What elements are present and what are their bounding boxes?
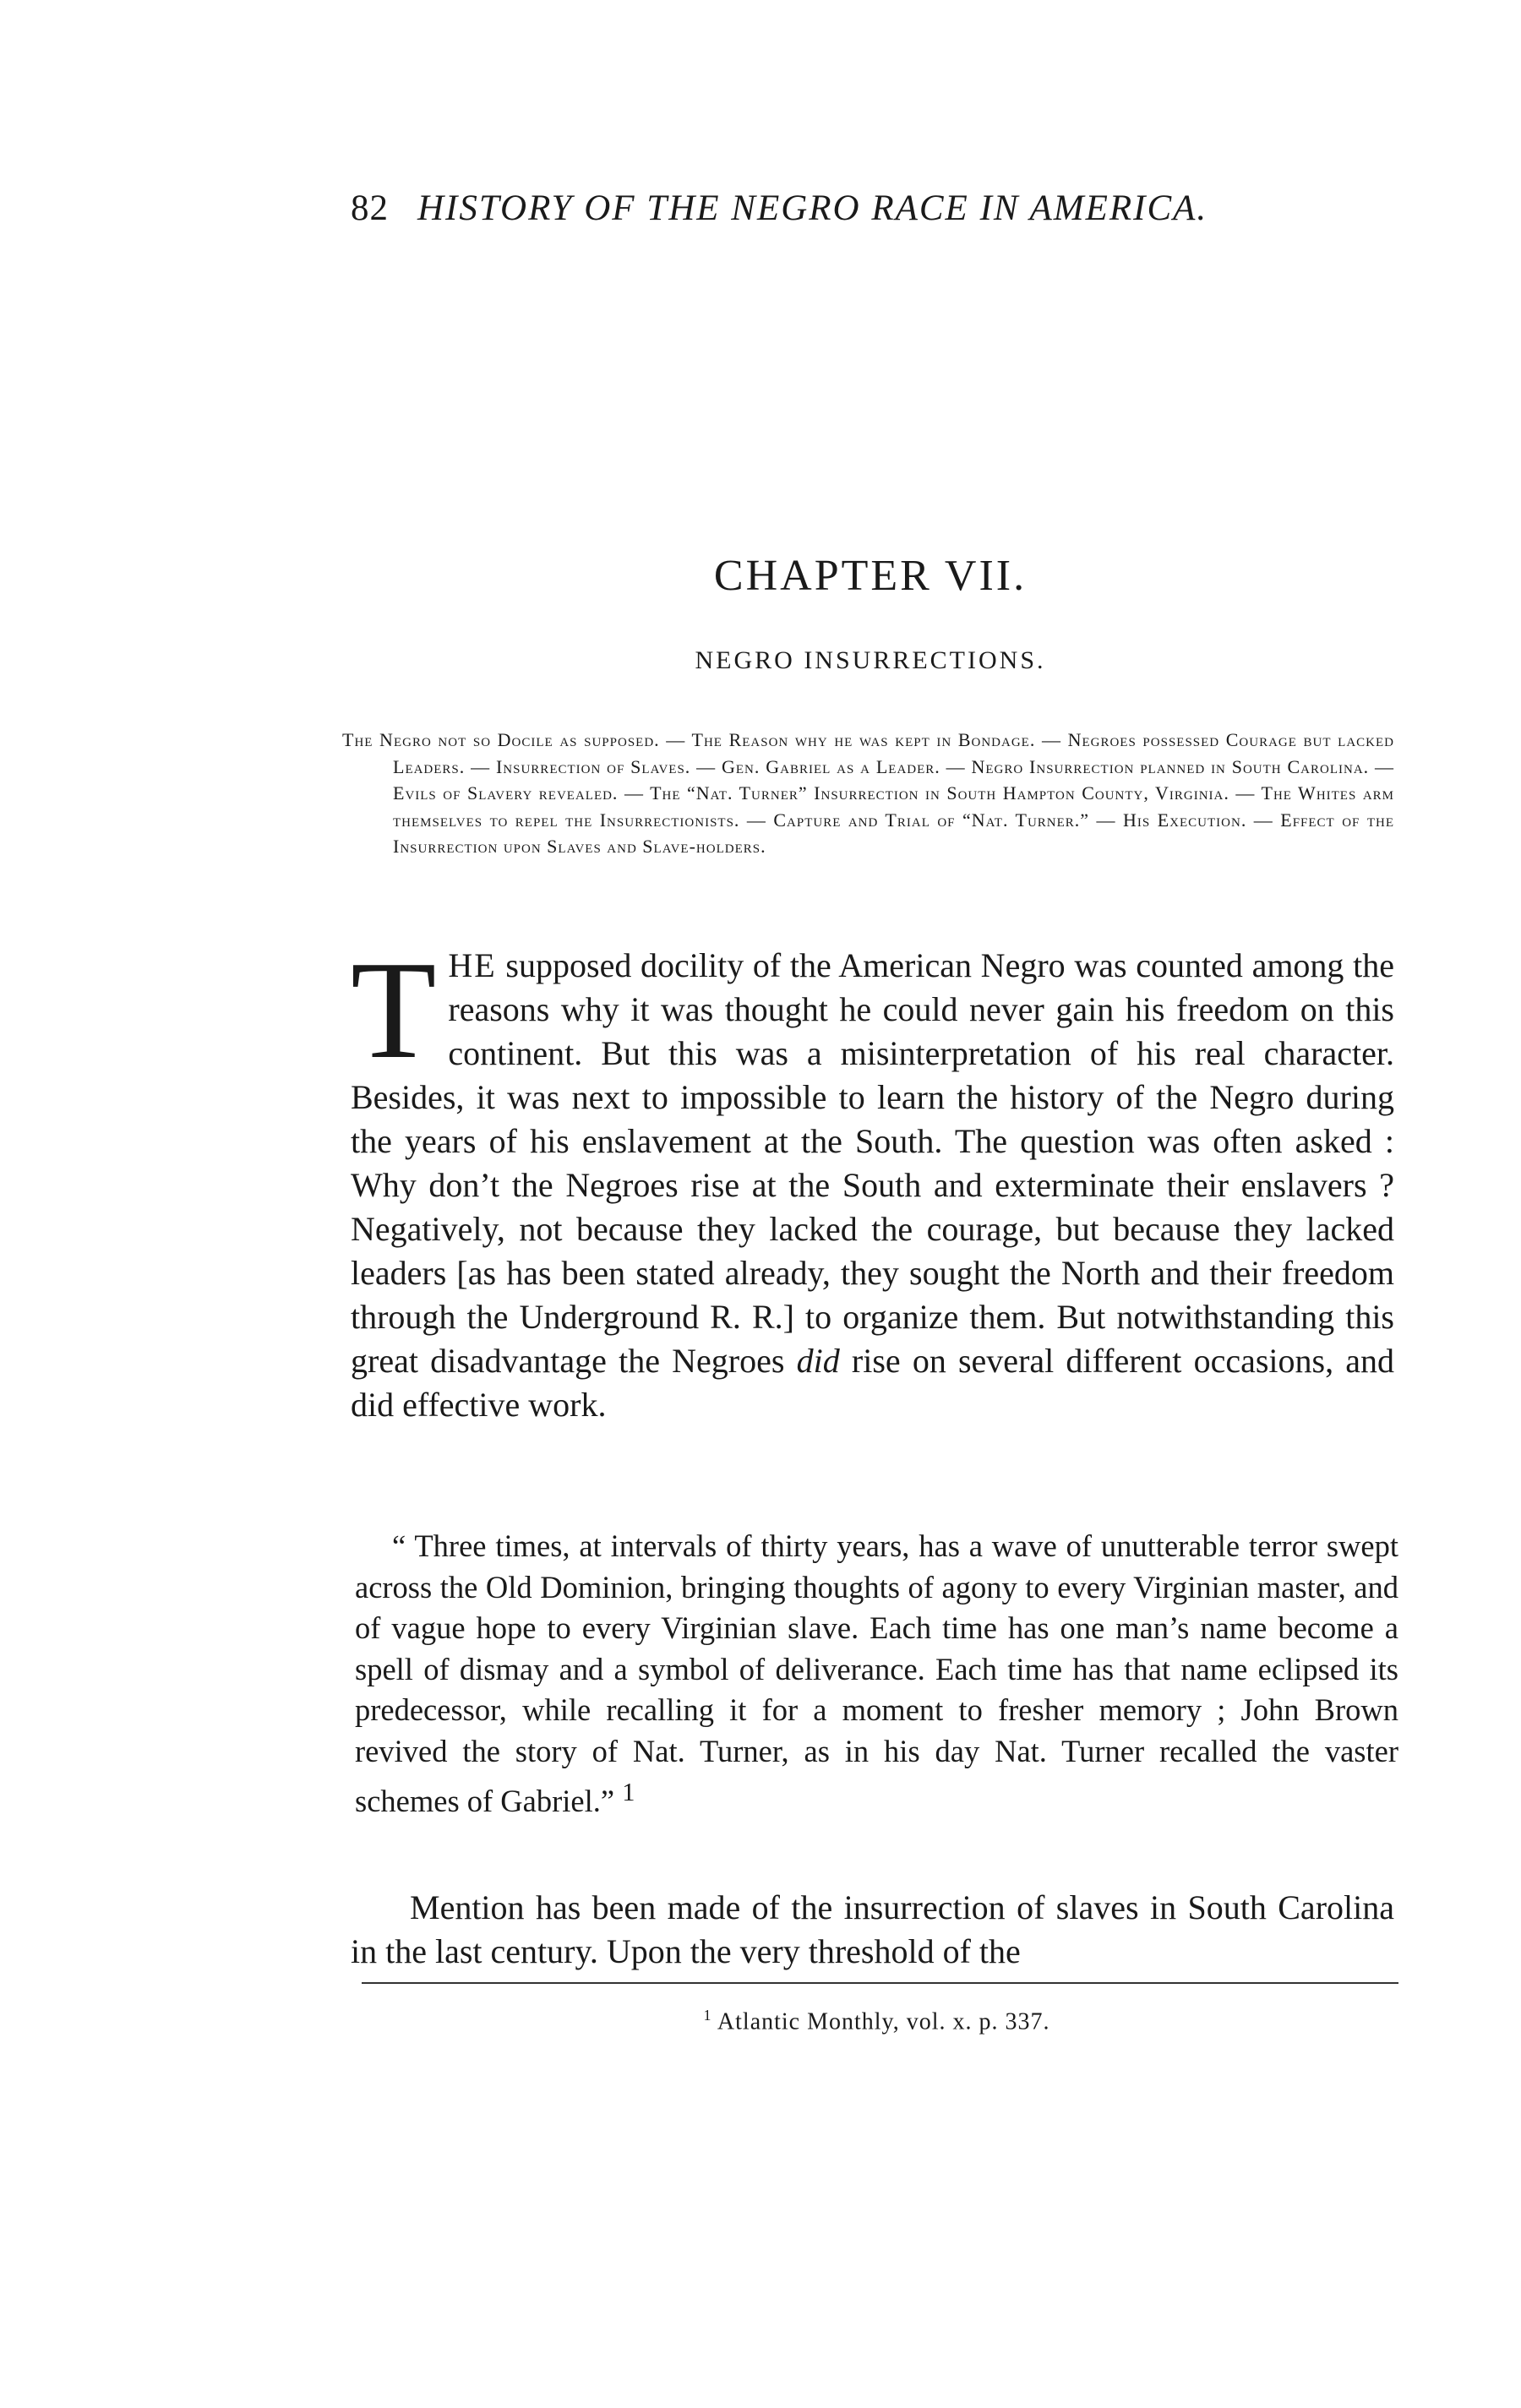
paragraph-1-text: supposed docility of the American Negro was counted among the reasons why it was thought he could never gain his freedom on this continent. But this was a misinterpretation of his real character. Besides, it was next to impossible to learn the history of the Negro during the years of his enslavement at the South. The question was often asked : Why don’t the Negroes rise at the South and exterminate their enslavers ? Negatively, not because they lacked the courage, but because they lacked leaders [as has been stated already, they sought the North and their freedom through the Underground R. R.] to organize them. But notwithstanding this great disadvantage the Negroes [351, 946, 1394, 1380]
quote-text: “ Three times, at intervals of thirty years, has a wave of unutterable terror swept across the Old Dominion, bringing thoughts of agony to every Virginian master, and of vague hope to every Virginian slave. Each time has one man’s name become a spell of dismay and a symbol of deliverance. Each time has that name eclipsed its predecessor, while recalling it for a moment to fresher memory ; John Brown revived the story of Nat. Turner, as in his day Nat. Turner recalled the vaster schemes of Gabriel.” [355, 1528, 1398, 1819]
drop-cap: T [351, 932, 437, 1087]
footnote-divider [362, 1982, 1398, 1984]
footnote-marker: 1 [703, 2007, 712, 2024]
paragraph-1-text-end: rise on several different occasions, and did effective work. [351, 1342, 1394, 1424]
footnote-text: Atlantic Monthly, vol. x. p. 337. [711, 2008, 1050, 2035]
chapter-synopsis: The Negro not so Docile as supposed. — The Reason why he was kept in Bondage. — Negroes possessed Courage but lacked Leaders. — Insurrection of Slaves. — Gen. Gabriel as a Leader. — Negro Insurrection planned in South Carolina. — Evils of Slavery revealed. — The “Nat. Turner” Insurrection in South Hampton County, Virginia. — The Whites arm themselves to repel the Insurrectionists. — Capture and Trial of “Nat. Turner.” — His Execution. — Effect of the Insurrection upon Slaves and Slave-holders. [342, 729, 1394, 857]
chapter-subtitle: NEGRO INSURRECTIONS. [695, 646, 1046, 674]
emphasis-did: did [796, 1342, 840, 1380]
chapter-title: CHAPTER VII. [713, 552, 1028, 600]
book-title: HISTORY OF THE NEGRO RACE IN AMERICA. [417, 188, 1208, 228]
drop-cap-continuation: HE [448, 946, 497, 984]
paragraph-2: Mention has been made of the insurrection of slaves in South Carolina in the last century. Upon the very threshold of the [351, 1888, 1394, 1970]
footnote [355, 2007, 1398, 2035]
running-head [351, 188, 1322, 229]
paragraph-1 [351, 932, 1394, 1427]
block-quote [355, 1526, 1398, 1822]
page-number: 82 [351, 188, 389, 228]
quote-footnote-ref: 1 [622, 1778, 635, 1806]
